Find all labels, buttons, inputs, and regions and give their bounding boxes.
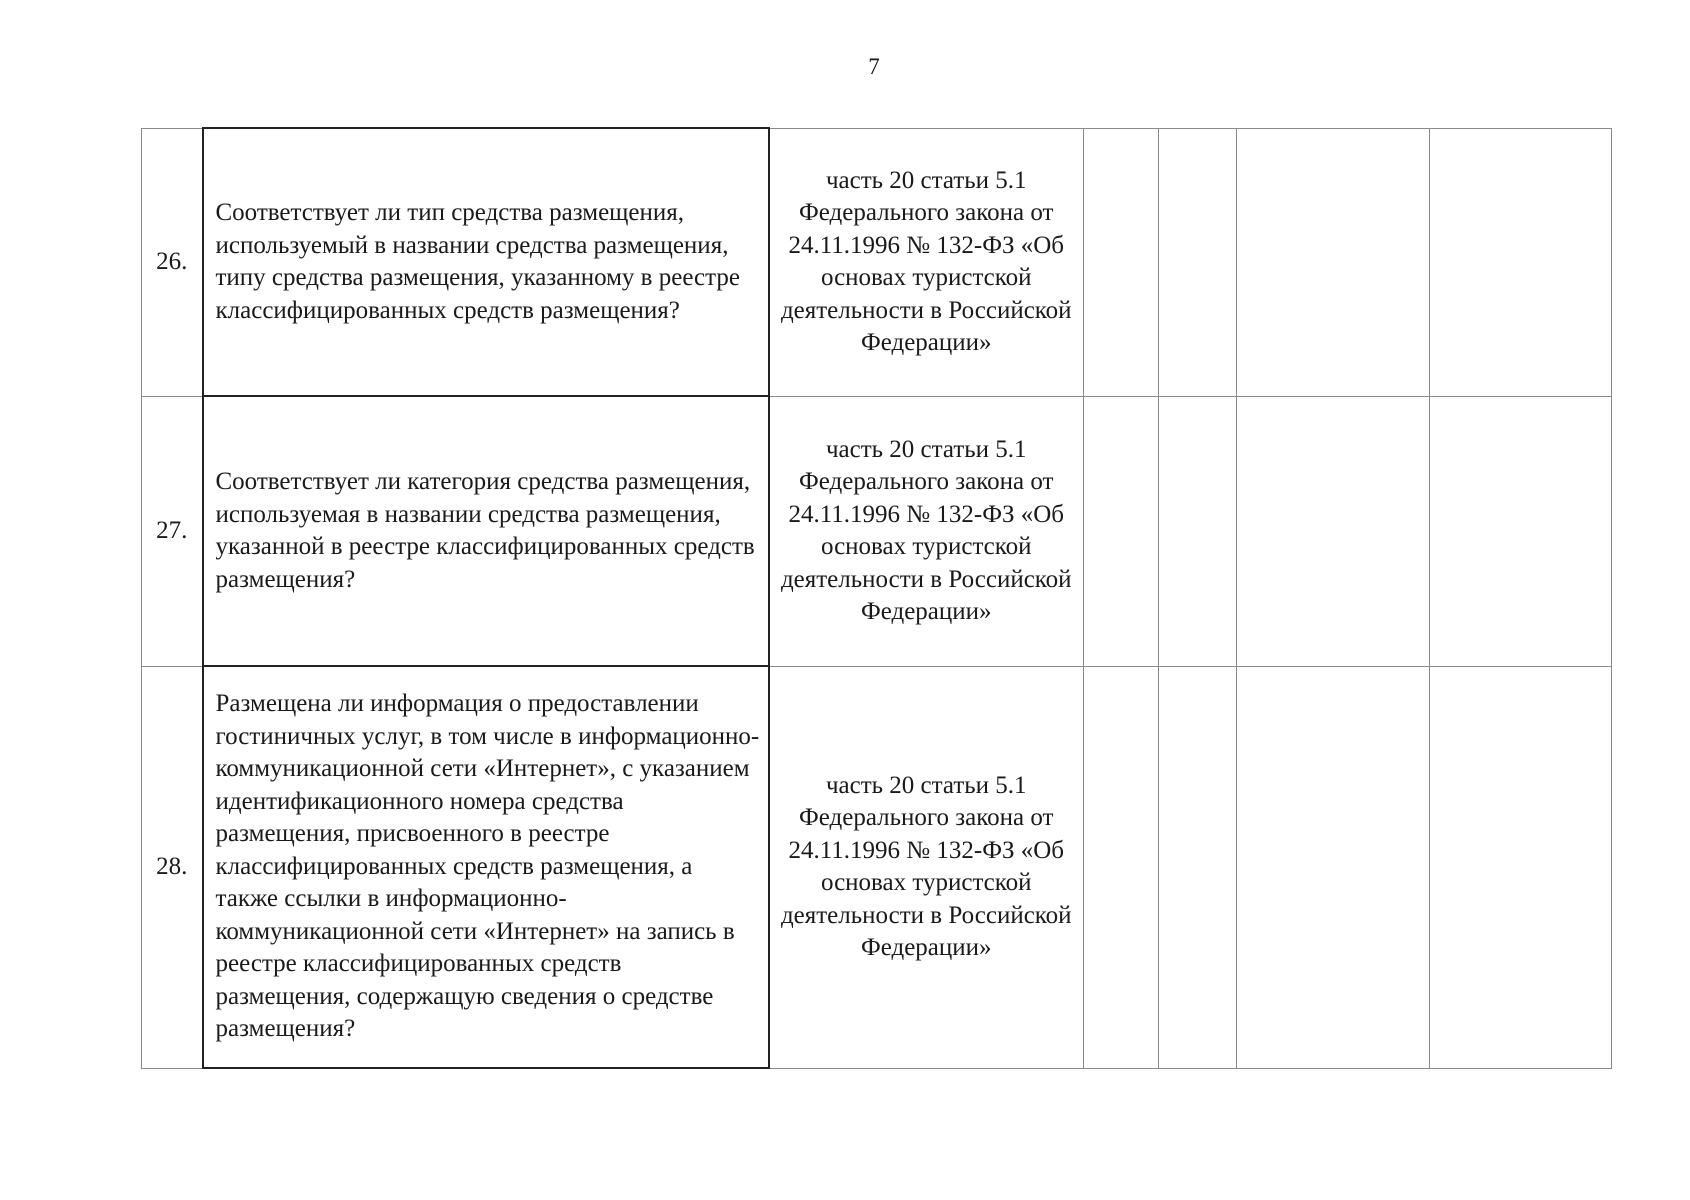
answer-no-cell bbox=[1159, 666, 1237, 1068]
table-row bbox=[142, 396, 1612, 666]
not-applicable-cell bbox=[1237, 666, 1430, 1068]
note-cell bbox=[1430, 128, 1612, 396]
question-cell: Размещена ли информация о предоставлении гостиничных услуг, в том числе в информационно-коммуникационной сети «Интернет», с указанием идентификационного номера средства размещения, присвоенного в реестре классифицированных средств размещения, а также ссылки в информационно-коммуникационной сети «Интернет» на запись в реестре классифицированных средств размещения, содержащую сведения о средстве размещения? bbox=[203, 666, 769, 1068]
question-cell: Соответствует ли тип средства размещения, используемый в названии средства размещения, типу средства размещения, указанному в реестре классифицированных средств размещения? bbox=[203, 128, 769, 396]
note-cell bbox=[1430, 396, 1612, 666]
row-number: 28. bbox=[142, 666, 203, 1068]
answer-yes-cell bbox=[1084, 396, 1159, 666]
legal-basis-cell: часть 20 статьи 5.1 Федерального закона от 24.11.1996 № 132-ФЗ «Об основах туристской деятельности в Российской Федерации» bbox=[769, 128, 1084, 396]
legal-basis-cell: часть 20 статьи 5.1 Федерального закона от 24.11.1996 № 132-ФЗ «Об основах туристской деятельности в Российской Федерации» bbox=[769, 396, 1084, 666]
table-row bbox=[142, 666, 1612, 1068]
answer-no-cell bbox=[1159, 128, 1237, 396]
not-applicable-cell bbox=[1237, 128, 1430, 396]
row-number: 26. bbox=[142, 128, 203, 396]
answer-yes-cell bbox=[1084, 128, 1159, 396]
table-row bbox=[142, 128, 1612, 396]
checklist-table bbox=[141, 127, 1612, 1069]
question-cell: Соответствует ли категория средства размещения, используемая в названии средства размещения, указанной в реестре классифицированных средств размещения? bbox=[203, 396, 769, 666]
answer-no-cell bbox=[1159, 396, 1237, 666]
page-number: 7 bbox=[868, 54, 880, 79]
answer-yes-cell bbox=[1084, 666, 1159, 1068]
legal-basis-cell: часть 20 статьи 5.1 Федерального закона от 24.11.1996 № 132-ФЗ «Об основах туристской деятельности в Российской Федерации» bbox=[769, 666, 1084, 1068]
not-applicable-cell bbox=[1237, 396, 1430, 666]
row-number: 27. bbox=[142, 396, 203, 666]
note-cell bbox=[1430, 666, 1612, 1068]
